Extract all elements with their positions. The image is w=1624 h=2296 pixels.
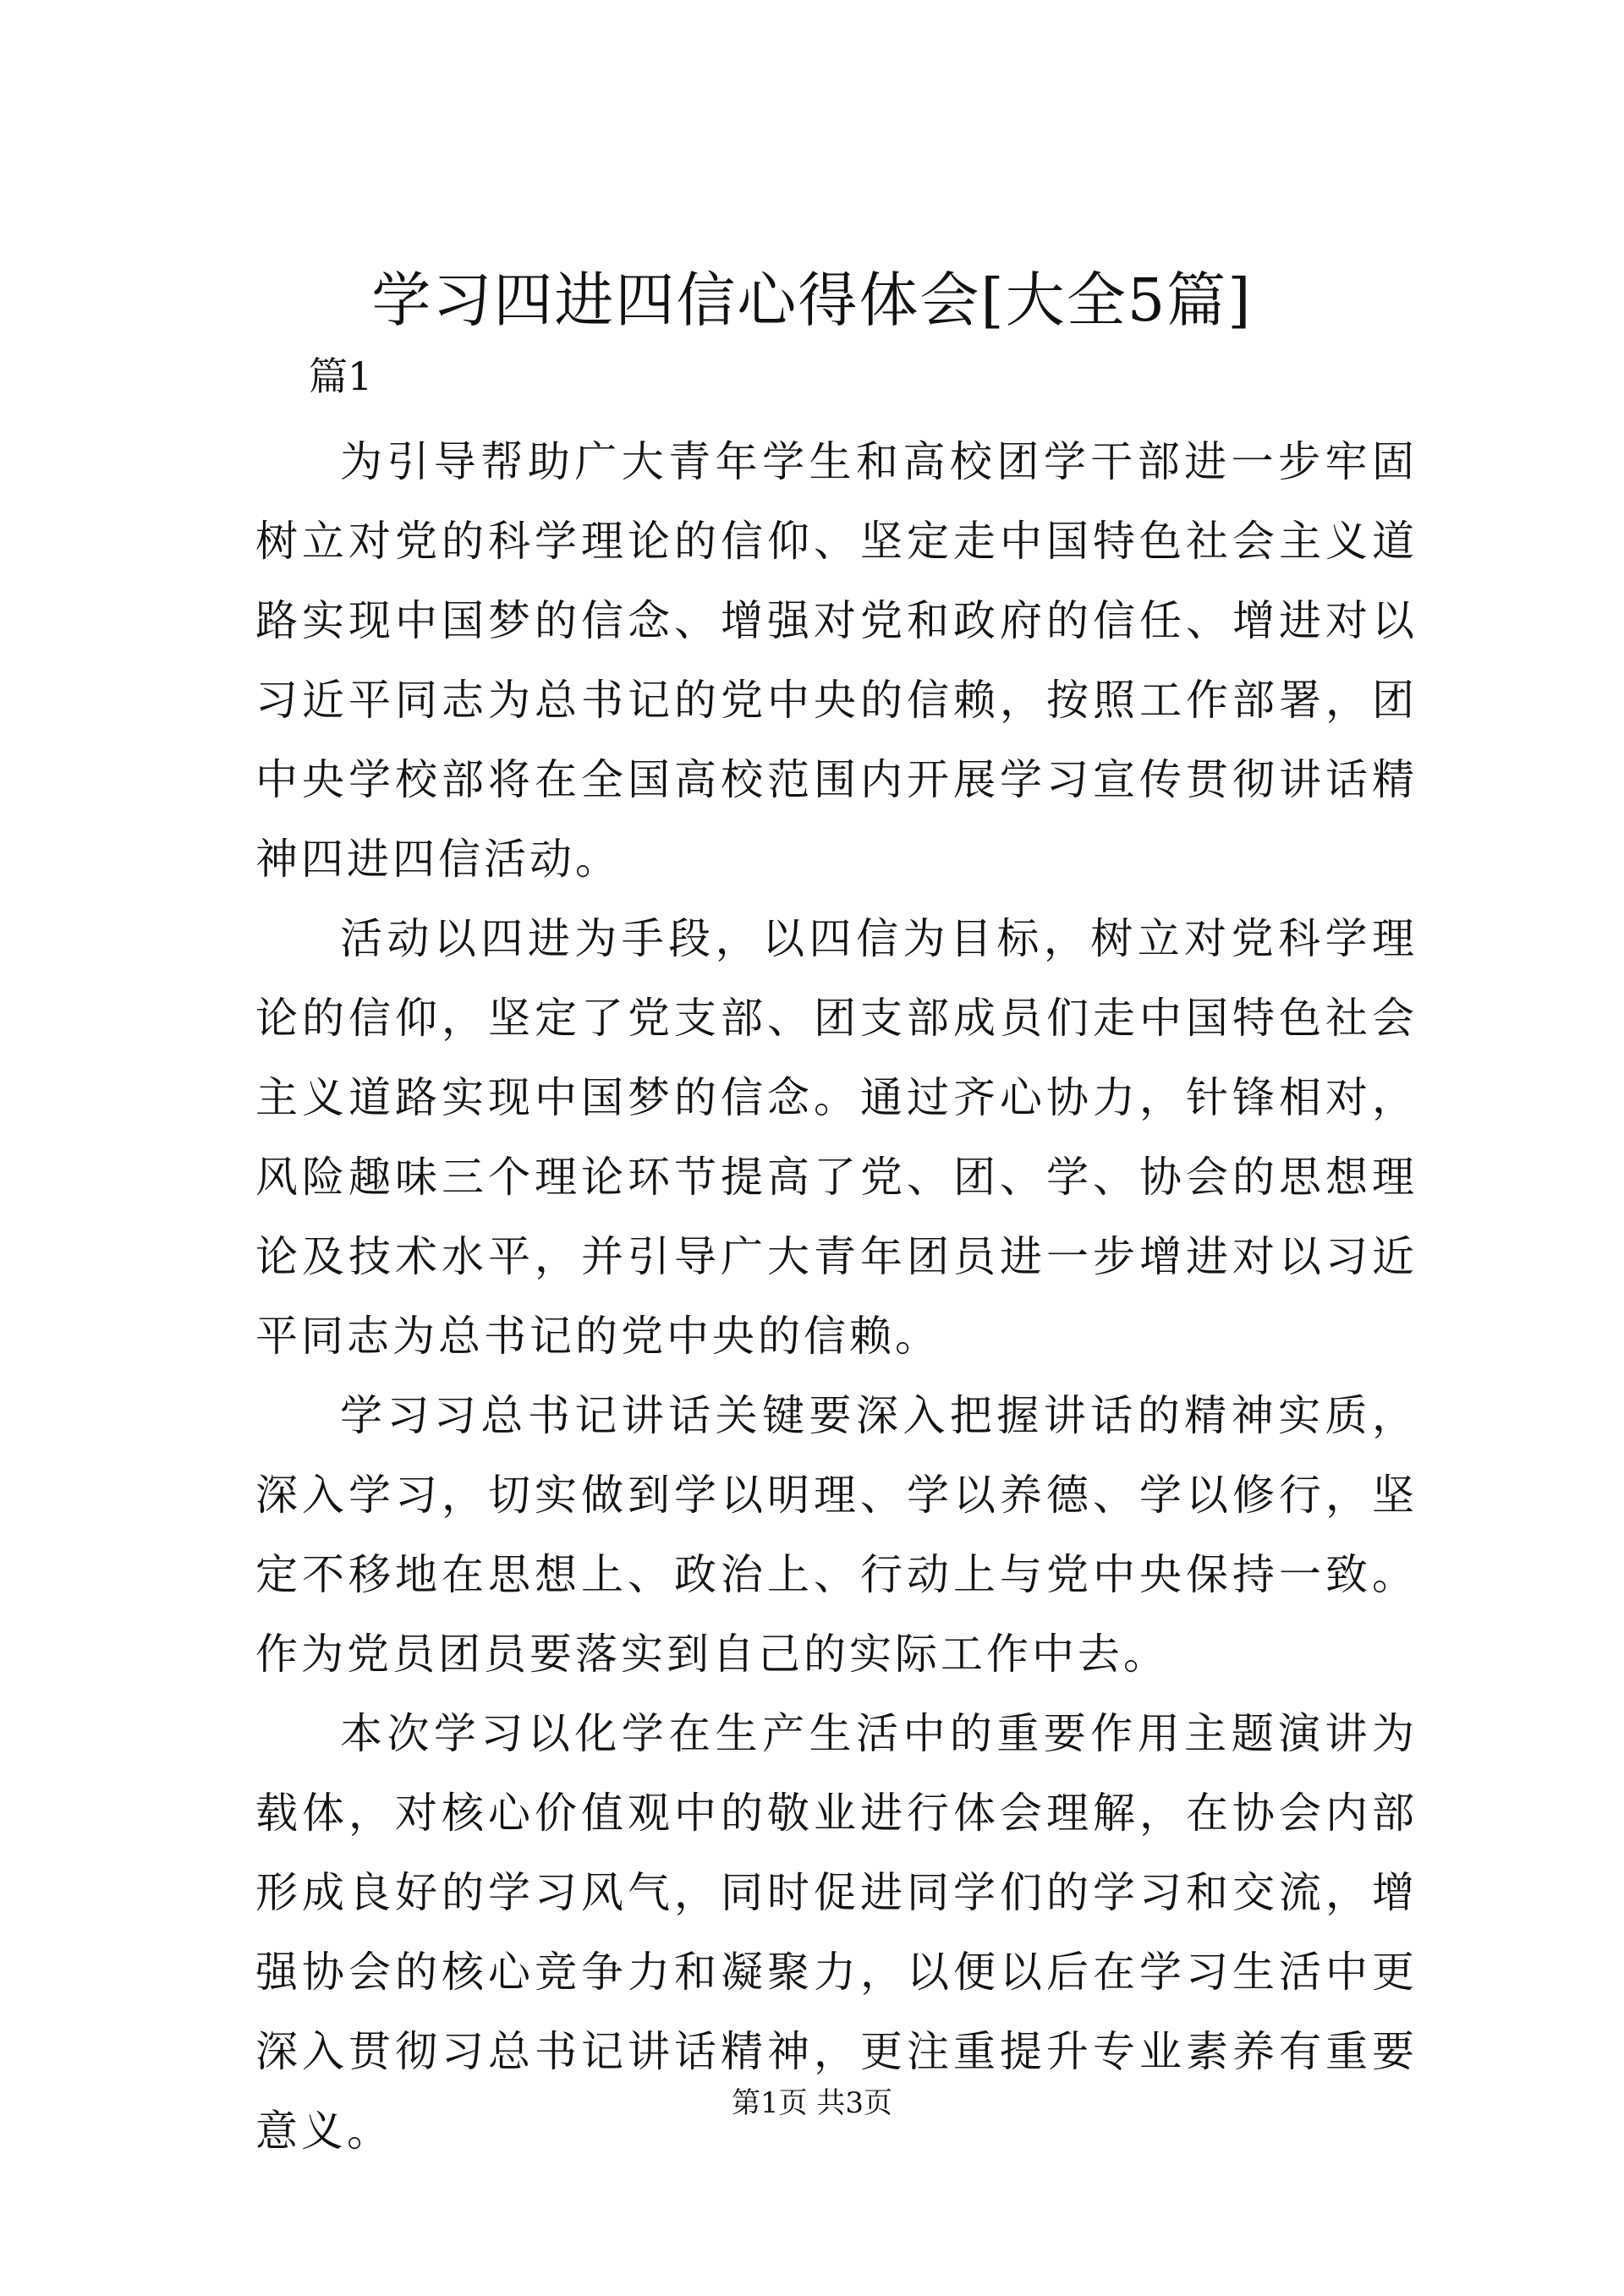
page-footer: 第1页 共3页 (731, 2086, 893, 2120)
paragraph: 为引导帮助广大青年学生和高校团学干部进一步牢固树立对党的科学理论的信仰、坚定走中国特色社会主义道路实现中国梦的信念、增强对党和政府的信任、增进对以习近平同志为总书记的党中央的信赖，按照工作部署，团中央学校部将在全国高校范围内开展学习宣传贯彻讲话精神四进四信活动。 (255, 437, 1418, 884)
paragraph: 学习习总书记讲话关键要深入把握讲话的精神实质，深入学习，切实做到学以明理、学以养德、学以修行，坚定不移地在思想上、政治上、行动上与党中央保持一致。作为党员团员要落实到自己的实际工作中去。 (255, 1391, 1418, 1679)
paragraph: 本次学习以化学在生产生活中的重要作用主题演讲为载体，对核心价值观中的敬业进行体会理解，在协会内部形成良好的学习风气，同时促进同学们的学习和交流，增强协会的核心竞争力和凝聚力，以便以后在学习生活中更深入贯彻习总书记讲话精神，更注重提升专业素养有重要意义。 (255, 1709, 1418, 2156)
section-label: 篇1 (309, 353, 373, 399)
document-body (255, 422, 1418, 2171)
document-title: 学习四进四信心得体会[大全5篇] (371, 266, 1253, 335)
paragraph: 活动以四进为手段，以四信为目标，树立对党科学理论的信仰，坚定了党支部、团支部成员们走中国特色社会主义道路实现中国梦的信念。通过齐心协力，针锋相对，风险趣味三个理论环节提高了党、团、学、协会的思想理论及技术水平，并引导广大青年团员进一步增进对以习近平同志为总书记的党中央的信赖。 (255, 914, 1418, 1361)
